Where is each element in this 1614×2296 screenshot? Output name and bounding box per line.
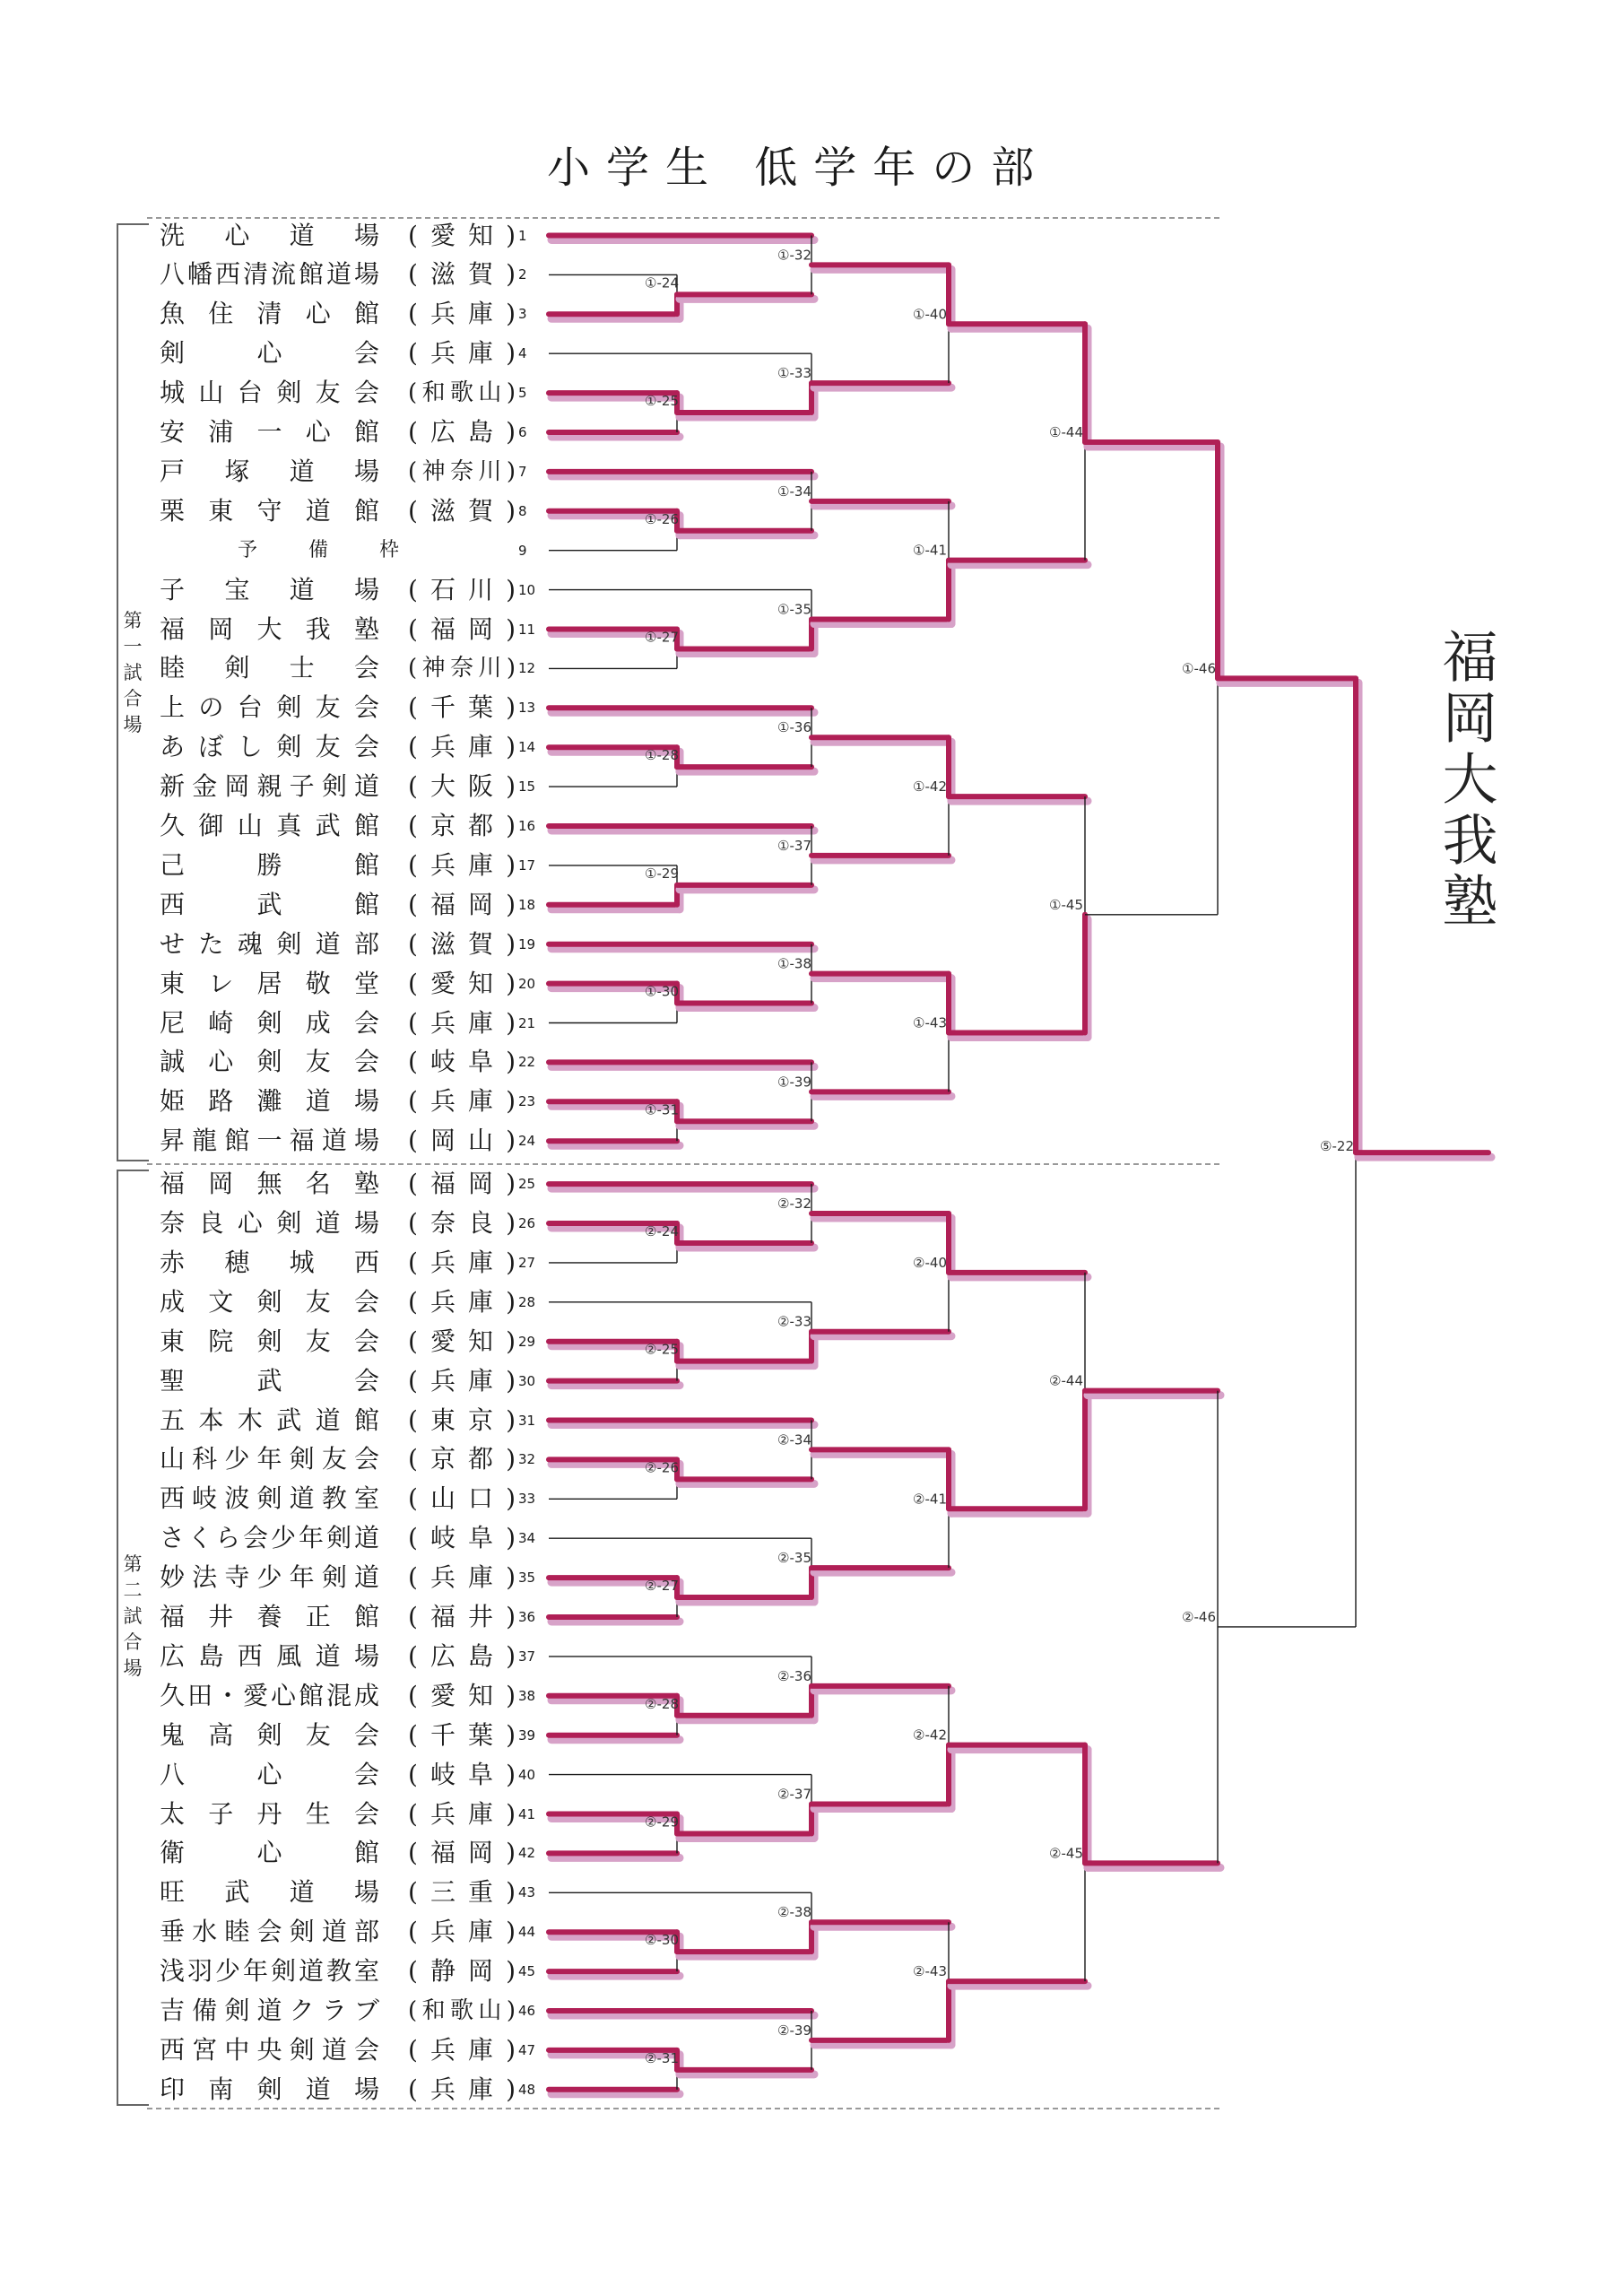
match-label-r3: ①-43	[913, 1014, 947, 1031]
entry-seed-number: 9	[518, 542, 527, 559]
match-label-r2: ①-38	[777, 955, 811, 972]
entry-seed-number: 29	[518, 1333, 536, 1350]
entry-prefecture: (神奈川)	[408, 457, 516, 485]
entry-team-name: 福井養正館	[160, 1602, 379, 1631]
entry-seed-number: 44	[518, 1924, 536, 1941]
entry-team-name: 姫路灘道場	[160, 1086, 379, 1117]
entry-prefecture: (石川)	[408, 574, 516, 604]
entry-team-name: 久御山真武館	[160, 811, 379, 840]
entry-team-name: 西宮中央剣道会	[160, 2034, 379, 2065]
match-label-r1: ①-27	[645, 629, 679, 646]
entry-seed-number: 23	[518, 1093, 536, 1110]
entry-seed-number: 7	[518, 463, 527, 480]
entry-prefecture: (滋賀)	[408, 495, 516, 526]
entry-seed-number: 46	[518, 2003, 536, 2019]
winner-name: 福岡大我塾	[1433, 628, 1498, 933]
entry-prefecture: (東京)	[408, 1405, 516, 1435]
entry-team-name: 浅羽少年剣道教室	[160, 1956, 379, 1987]
entry-prefecture: (福岡)	[408, 889, 516, 919]
match-label-r2: ①-37	[777, 837, 811, 854]
match-label-r1: ②-28	[645, 1695, 679, 1712]
entry-seed-number: 5	[518, 385, 527, 402]
entry-seed-number: 45	[518, 1963, 536, 1980]
match-label-r3: ①-40	[913, 306, 947, 323]
entry-team-name: 剣心会	[160, 338, 379, 369]
entry-team-name: 魚住清心館	[160, 299, 379, 329]
entry-seed-number: 13	[518, 700, 536, 717]
entry-prefecture: (広島)	[408, 1640, 516, 1671]
entry-seed-number: 8	[518, 502, 527, 519]
entry-seed-number: 20	[518, 975, 536, 992]
entry-seed-number: 42	[518, 1845, 536, 1862]
entry-team-name: 広島西風道場	[160, 1640, 379, 1671]
entry-seed-number: 17	[518, 857, 536, 874]
match-label-r2: ②-39	[777, 2022, 811, 2039]
entry-seed-number: 25	[518, 1176, 536, 1193]
entry-prefecture: (静岡)	[408, 1956, 516, 1987]
match-label-r1: ②-30	[645, 1932, 679, 1949]
match-label-r2: ②-36	[777, 1667, 811, 1684]
entry-team-name: 鬼高剣友会	[160, 1719, 379, 1750]
entry-seed-number: 48	[518, 2081, 536, 2098]
entry-prefecture: (愛知)	[408, 220, 516, 250]
match-label-r3: ①-41	[913, 542, 947, 559]
entry-team-name: 赤穂城西	[160, 1247, 379, 1277]
entry-prefecture: (兵庫)	[408, 2034, 516, 2065]
entry-prefecture: (岐阜)	[408, 1523, 516, 1553]
entry-team-name: 久田・愛心館混成	[160, 1680, 379, 1710]
venue-label-2: 第 二 試 合 場	[123, 1553, 143, 1679]
match-label-final: ⑤-22	[1320, 1138, 1354, 1155]
entry-prefecture: (千葉)	[408, 692, 516, 723]
entry-seed-number: 16	[518, 818, 536, 834]
entry-team-name: さくら会少年剣道	[160, 1523, 379, 1553]
match-label-r1: ②-27	[645, 1578, 679, 1595]
entry-seed-number: 36	[518, 1609, 536, 1625]
entry-seed-number: 47	[518, 2041, 536, 2058]
entry-team-name: 山科少年剣友会	[160, 1444, 379, 1474]
entry-team-name: 太子丹生会	[160, 1798, 379, 1829]
entry-prefecture: (愛知)	[408, 1326, 516, 1356]
entry-team-name: 睦剣士会	[160, 653, 379, 683]
entry-seed-number: 33	[518, 1491, 536, 1508]
entry-prefecture: (兵庫)	[408, 1007, 516, 1038]
entry-team-name: 昇龍館一福道場	[160, 1126, 379, 1156]
entry-prefecture: (兵庫)	[408, 849, 516, 880]
match-label-r1: ①-29	[645, 865, 679, 882]
entry-team-name: 奈良心剣道場	[160, 1208, 379, 1238]
entry-team-name: 安浦一心館	[160, 417, 379, 447]
match-label-r2: ②-32	[777, 1196, 811, 1213]
match-label-r2: ①-36	[777, 719, 811, 736]
entry-prefecture: (兵庫)	[408, 1286, 516, 1317]
entry-team-name: 己勝館	[160, 849, 379, 880]
entry-team-name: 印南剣道場	[160, 2074, 379, 2104]
entry-team-name: 五本木武道館	[160, 1405, 379, 1435]
entry-team-name: 八心会	[160, 1759, 379, 1789]
entry-prefecture: (京都)	[408, 811, 516, 840]
entry-seed-number: 26	[518, 1215, 536, 1231]
entry-seed-number: 41	[518, 1805, 536, 1822]
entry-prefecture: (大阪)	[408, 771, 516, 802]
entry-prefecture: (福岡)	[408, 613, 516, 644]
entry-seed-number: 37	[518, 1648, 536, 1665]
entry-team-name: 尼崎剣成会	[160, 1007, 379, 1038]
entry-team-name: 妙法寺少年剣道	[160, 1562, 379, 1593]
entry-prefecture: (滋賀)	[408, 259, 516, 290]
entry-team-name: 西岐波剣道教室	[160, 1483, 379, 1514]
entry-team-name: 戸塚道場	[160, 456, 379, 486]
entry-team-name: 垂水睦会剣道部	[160, 1917, 379, 1947]
entry-seed-number: 30	[518, 1372, 536, 1389]
entry-reserve: 予備枠	[238, 538, 399, 561]
match-label-r3: ②-43	[913, 1963, 947, 1980]
entry-prefecture: (岐阜)	[408, 1047, 516, 1077]
match-label-r2: ②-37	[777, 1786, 811, 1803]
match-label-r5: ①-46	[1182, 660, 1216, 677]
entry-seed-number: 34	[518, 1530, 536, 1547]
entry-prefecture: (兵庫)	[408, 1798, 516, 1829]
match-label-r2: ②-33	[777, 1313, 811, 1330]
entry-prefecture: (千葉)	[408, 1719, 516, 1750]
match-label-r2: ①-35	[777, 601, 811, 618]
entry-seed-number: 40	[518, 1766, 536, 1783]
entry-team-name: せた魂剣道部	[160, 928, 379, 959]
entry-seed-number: 31	[518, 1412, 536, 1429]
entry-seed-number: 18	[518, 896, 536, 913]
entry-team-name: 聖武会	[160, 1365, 379, 1396]
entry-seed-number: 19	[518, 935, 536, 952]
entry-prefecture: (滋賀)	[408, 928, 516, 959]
match-label-r1: ①-26	[645, 510, 679, 527]
entry-prefecture: (兵庫)	[408, 2074, 516, 2104]
entry-team-name: 誠心剣友会	[160, 1047, 379, 1077]
entry-team-name: 福岡大我塾	[160, 613, 379, 644]
match-label-r3: ②-42	[913, 1726, 947, 1744]
entry-prefecture: (山口)	[408, 1483, 516, 1514]
entry-seed-number: 39	[518, 1726, 536, 1744]
entry-team-name: 吉備剣道クラブ	[160, 1996, 379, 2025]
match-label-r4: ①-45	[1049, 896, 1083, 913]
entry-team-name: 新金岡親子剣道	[160, 771, 379, 802]
entry-prefecture: (兵庫)	[408, 732, 516, 762]
entry-team-name: 旺武道場	[160, 1877, 379, 1908]
entry-prefecture: (奈良)	[408, 1208, 516, 1238]
match-label-r3: ①-42	[913, 778, 947, 796]
entry-prefecture: (岐阜)	[408, 1759, 516, 1789]
entry-seed-number: 11	[518, 621, 536, 638]
entry-team-name: 城山台剣友会	[160, 378, 379, 408]
entry-prefecture: (和歌山)	[408, 379, 516, 407]
match-label-r4: ①-44	[1049, 423, 1083, 440]
entry-prefecture: (岡山)	[408, 1126, 516, 1156]
entry-seed-number: 28	[518, 1293, 536, 1310]
entry-seed-number: 15	[518, 778, 536, 796]
entry-team-name: 上の台剣友会	[160, 692, 379, 723]
match-label-r2: ②-38	[777, 1904, 811, 1921]
match-label-r1: ①-28	[645, 747, 679, 764]
match-label-r2: ①-39	[777, 1074, 811, 1091]
entry-team-name: 衛心館	[160, 1838, 379, 1868]
entry-prefecture: (兵庫)	[408, 1562, 516, 1593]
entry-team-name: 東院剣友会	[160, 1326, 379, 1356]
entry-seed-number: 21	[518, 1014, 536, 1031]
match-label-r1: ②-29	[645, 1813, 679, 1831]
entry-seed-number: 35	[518, 1570, 536, 1587]
entry-prefecture: (兵庫)	[408, 299, 516, 329]
match-label-r2: ①-33	[777, 365, 811, 382]
entry-prefecture: (京都)	[408, 1444, 516, 1474]
entry-team-name: 福岡無名塾	[160, 1169, 379, 1199]
entry-prefecture: (広島)	[408, 417, 516, 447]
match-label-r5: ②-46	[1182, 1608, 1216, 1625]
page-title: 小学生 低学年の部	[547, 143, 1051, 193]
entry-prefecture: (兵庫)	[408, 1247, 516, 1277]
match-label-r3: ②-40	[913, 1254, 947, 1271]
entry-prefecture: (愛知)	[408, 1680, 516, 1710]
entry-team-name: あぼし剣友会	[160, 732, 379, 762]
entry-team-name: 西武館	[160, 889, 379, 919]
entry-prefecture: (三重)	[408, 1877, 516, 1908]
match-label-r1: ①-31	[645, 1101, 679, 1118]
match-label-r2: ①-34	[777, 483, 811, 500]
entry-prefecture: (和歌山)	[408, 1997, 516, 2024]
match-label-r1: ②-26	[645, 1459, 679, 1476]
entry-seed-number: 38	[518, 1687, 536, 1704]
match-label-r3: ②-41	[913, 1491, 947, 1508]
match-label-r1: ①-24	[645, 274, 679, 291]
entry-seed-number: 22	[518, 1054, 536, 1071]
match-label-r2: ①-32	[777, 247, 811, 264]
entry-prefecture: (兵庫)	[408, 338, 516, 369]
entry-prefecture: (福岡)	[408, 1169, 516, 1199]
match-label-r2: ②-35	[777, 1550, 811, 1567]
match-label-r1: ①-30	[645, 983, 679, 1000]
entry-seed-number: 2	[518, 266, 527, 283]
entry-prefecture: (愛知)	[408, 968, 516, 998]
entry-team-name: 栗東守道館	[160, 495, 379, 526]
entry-prefecture: (神奈川)	[408, 655, 516, 683]
entry-seed-number: 27	[518, 1254, 536, 1271]
match-label-r2: ②-34	[777, 1431, 811, 1448]
entry-team-name: 洗心道場	[160, 220, 379, 250]
entry-team-name: 東レ居敬堂	[160, 968, 379, 998]
entry-team-name: 子宝道場	[160, 574, 379, 604]
match-label-r1: ①-25	[645, 393, 679, 410]
entry-seed-number: 43	[518, 1884, 536, 1901]
entry-team-name: 成文剣友会	[160, 1286, 379, 1317]
match-label-r1: ②-31	[645, 2049, 679, 2066]
entry-seed-number: 3	[518, 306, 527, 323]
match-label-r1: ②-25	[645, 1341, 679, 1358]
entry-team-name: 八幡西清流館道場	[160, 259, 379, 290]
entry-seed-number: 1	[518, 227, 527, 244]
match-label-r4: ②-44	[1049, 1372, 1083, 1389]
match-label-r4: ②-45	[1049, 1845, 1083, 1862]
entry-seed-number: 4	[518, 345, 527, 362]
entry-prefecture: (福井)	[408, 1602, 516, 1631]
entry-prefecture: (兵庫)	[408, 1086, 516, 1117]
match-label-r1: ②-24	[645, 1222, 679, 1239]
entry-seed-number: 10	[518, 581, 536, 598]
entry-prefecture: (福岡)	[408, 1838, 516, 1868]
entry-seed-number: 12	[518, 660, 536, 677]
entry-prefecture: (兵庫)	[408, 1917, 516, 1947]
entry-seed-number: 14	[518, 739, 536, 756]
entry-seed-number: 24	[518, 1133, 536, 1150]
entry-seed-number: 32	[518, 1451, 536, 1468]
venue-label-1: 第 一 試 合 場	[123, 610, 143, 735]
entry-prefecture: (兵庫)	[408, 1365, 516, 1396]
entry-seed-number: 6	[518, 424, 527, 440]
